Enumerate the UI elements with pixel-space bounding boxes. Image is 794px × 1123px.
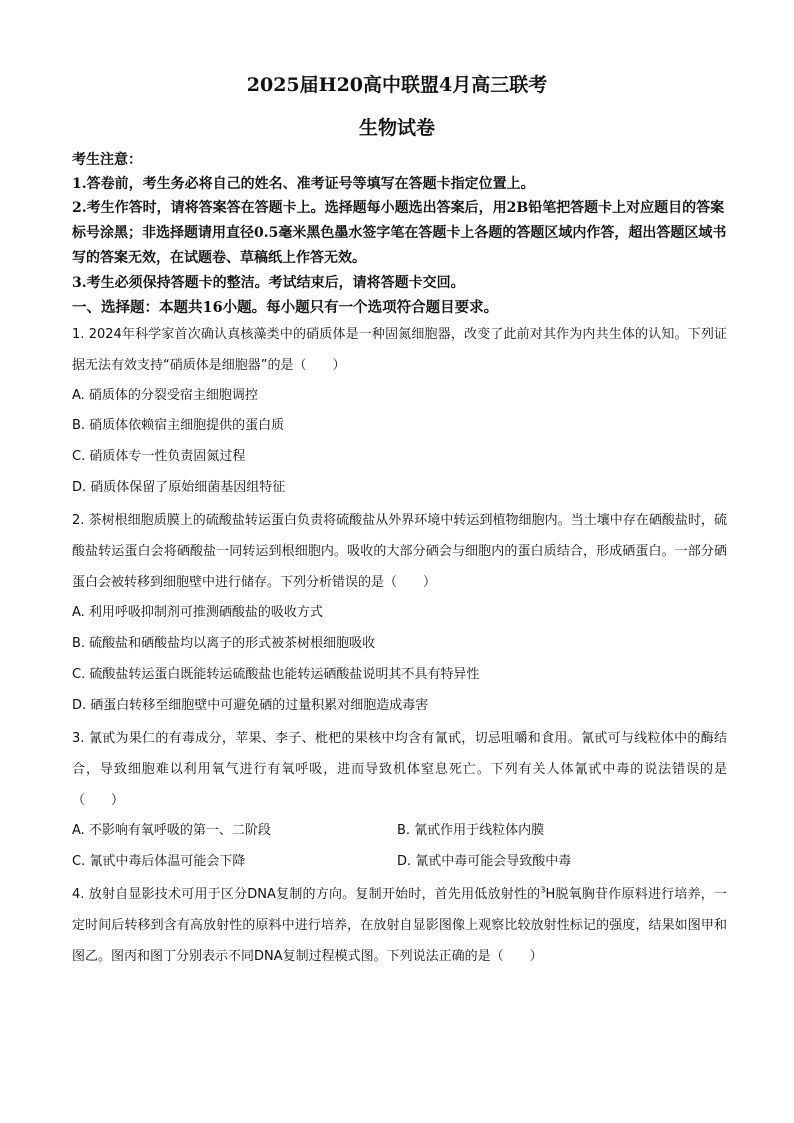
question-2-option-d: D. 硒蛋白转移至细胞壁中可避免硒的过量积累对细胞造成毒害 — [72, 698, 429, 713]
question-1-option-a: A. 硝质体的分裂受宿主细胞调控 — [72, 388, 258, 403]
notice-heading: 考生注意： — [72, 152, 142, 168]
isotope-superscript: 3 — [540, 885, 546, 895]
question-4-stem-pre: 4. 放射自显影技术可用于区分DNA复制的方向。复制开始时，首先用低放射性的 — [72, 887, 541, 902]
notice-item-1: 1.答卷前，考生务必将自己的姓名、准考证号等填写在答题卡指定位置上。 — [72, 176, 535, 192]
question-3-stem: 3. 氰甙为果仁的有毒成分，苹果、李子、枇杷的果核中均含有氰甙，切忌咀嚼和食用。氰甙可与线粒体中的酶结合，导致细胞难以利用氧气进行有氧呼吸，进而导致机体窒息死亡。下列有关人体氰甙中毒的说法错误的是（ ） — [72, 731, 727, 808]
question-2-option-c: C. 硫酸盐转运蛋白既能转运硫酸盐也能转运硒酸盐说明其不具有特异性 — [72, 667, 480, 682]
question-2-option-a: A. 利用呼吸抑制剂可推测硒酸盐的吸收方式 — [72, 605, 323, 620]
question-1-option-b: B. 硝质体依赖宿主细胞提供的蛋白质 — [72, 418, 285, 433]
question-2-stem: 2. 茶树根细胞质膜上的硫酸盐转运蛋白负责将硫酸盐从外界环境中转运到植物细胞内。当土壤中存在硒酸盐时，硫酸盐转运蛋白会将硒酸盐一同转运到根细胞内。吸收的大部分硒会与细胞内的蛋白质结合，形成硒蛋白。一部分硒蛋白会被转移到细胞壁中进行储存。下列分析错误的是（ ） — [72, 513, 727, 590]
question-2-option-b: B. 硫酸盐和硒酸盐均以离子的形式被茶树根细胞吸收 — [72, 636, 376, 651]
question-4-stem-post: H脱氧胸苷作原料进行培养，一定时间后转移到含有高放射性的原料中进行培养，在放射自显影图像上观察比较放射性标记的强度，结果如图甲和图乙。图丙和图丁分别表示不同DNA复制过程模式图。下列说法正确的是（ ） — [72, 887, 727, 964]
notice-item-2: 2.考生作答时，请将答案答在答题卡上。选择题每小题选出答案后，用2B铅笔把答题卡上对应题目的答案标号涂黑；非选择题请用直径0.5毫米黑色墨水签字笔在答题卡上各题的答题区域内作答，超出答题区域书写的答案无效，在试题卷、草稿纸上作答无效。 — [72, 200, 727, 266]
question-1-option-d: D. 硝质体保留了原始细菌基因组特征 — [72, 480, 286, 495]
notice-item-3: 3.考生必须保持答题卡的整洁。考试结束后，请将答题卡交回。 — [72, 275, 465, 291]
section-heading: 一、选择题：本题共16小题。每小题只有一个选项符合题目要求。 — [72, 299, 499, 316]
question-1-stem: 1. 2024年科学家首次确认真核藻类中的硝质体是一种固氮细胞器，改变了此前对其作为内共生体的认知。下列证据无法有效支持“硝质体是细胞器”的是（ ） — [72, 327, 727, 373]
question-3-option-a: A. 不影响有氧呼吸的第一、二阶段 — [72, 823, 271, 838]
exam-subject: 生物试卷 — [358, 117, 435, 139]
exam-title: 2025届H20高中联盟4月高三联考 — [246, 74, 548, 96]
question-3-option-c: C. 氰甙中毒后体温可能会下降 — [72, 854, 246, 869]
question-1-option-c: C. 硝质体专一性负责固氮过程 — [72, 449, 246, 464]
question-3-option-b: B. 氰甙作用于线粒体内膜 — [397, 823, 545, 838]
question-3-option-d: D. 氰甙中毒可能会导致酸中毒 — [397, 854, 572, 869]
question-4-stem — [72, 879, 727, 972]
